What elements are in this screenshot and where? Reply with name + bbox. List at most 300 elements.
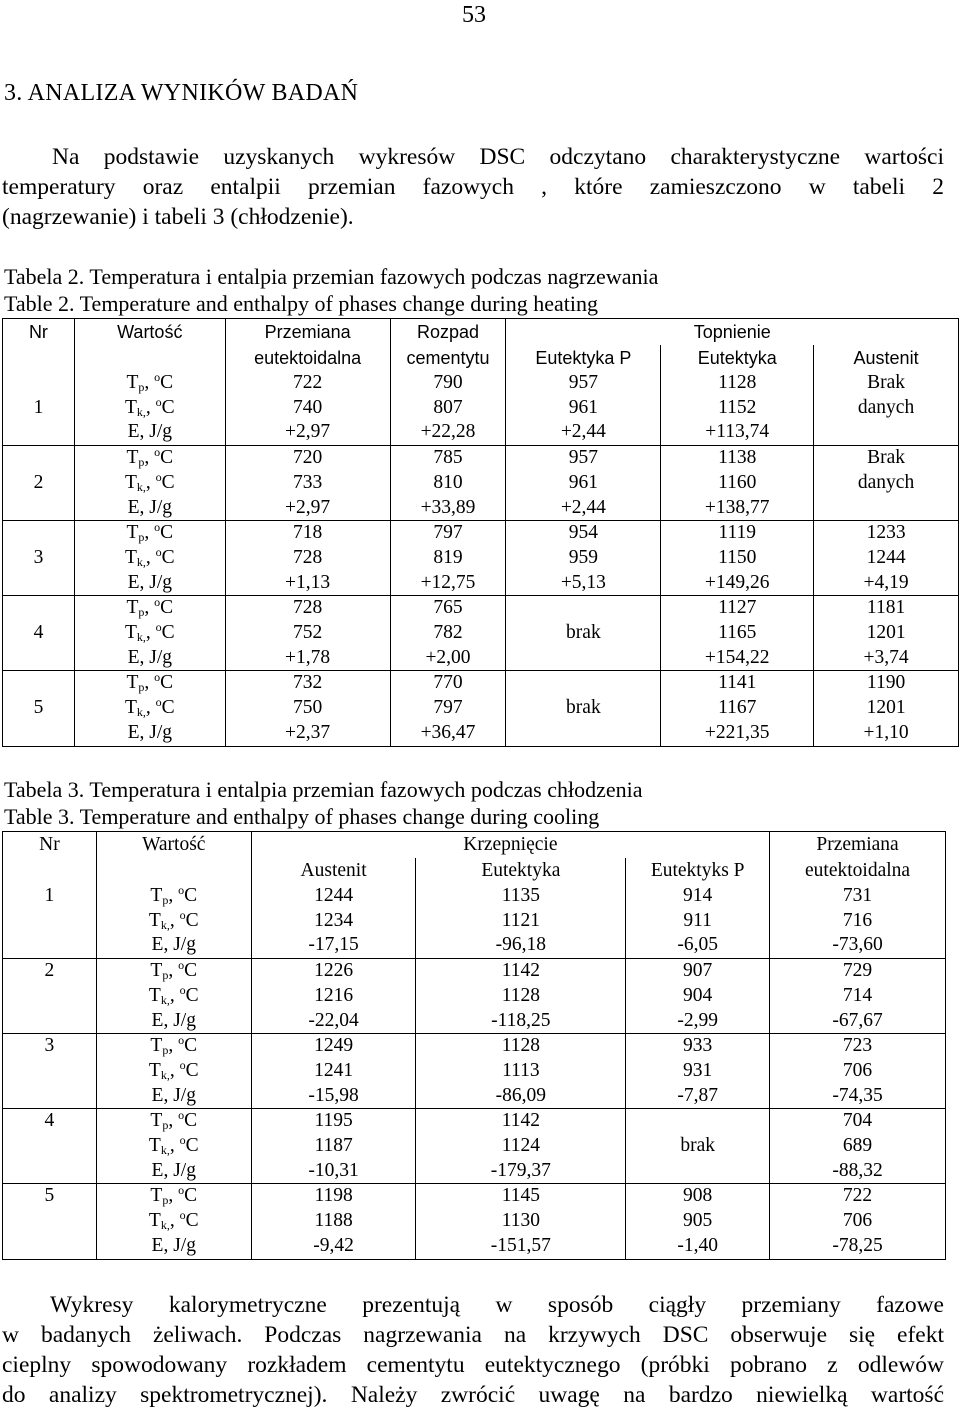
cell-value: 770 bbox=[433, 672, 463, 694]
cell-value: 957 bbox=[568, 447, 598, 469]
t2-header-eutektyka-p: Eutektyka P bbox=[506, 345, 661, 371]
t2-header-rozpad: Rozpad cementytu bbox=[390, 319, 506, 372]
cell-line bbox=[506, 420, 660, 445]
symbol-subscript: k, bbox=[160, 917, 170, 932]
cell-line bbox=[661, 546, 813, 571]
cell-value: 1141 bbox=[718, 672, 757, 694]
tp-label: $T_p$, $^o$C bbox=[126, 520, 174, 545]
degree-sign: o bbox=[155, 469, 162, 484]
cell-value: 1124 bbox=[501, 1135, 540, 1157]
cell-value: -151,57 bbox=[490, 1234, 551, 1256]
cell-value: -96,18 bbox=[495, 934, 547, 956]
symbol-subscript: p bbox=[138, 605, 145, 620]
cell-line bbox=[416, 933, 625, 958]
symbol-text: T bbox=[148, 1059, 161, 1081]
cell-value: 1187 bbox=[314, 1135, 353, 1157]
value-labels-cell bbox=[74, 596, 225, 671]
unit-text: C bbox=[161, 471, 175, 493]
t2-header-nr: Nr bbox=[3, 319, 75, 372]
tk-label: $T_{k,}$, $^o$C bbox=[124, 394, 175, 419]
cell-line bbox=[391, 621, 506, 646]
cell-line bbox=[391, 646, 506, 671]
symbol-text: T bbox=[124, 396, 137, 418]
eutektyka-p-cell bbox=[506, 596, 661, 671]
degree-sign: o bbox=[154, 520, 161, 535]
cell-value: brak bbox=[680, 1135, 715, 1157]
cell-value: 1226 bbox=[314, 960, 354, 982]
row-number bbox=[3, 671, 75, 746]
cell-line bbox=[770, 1209, 945, 1234]
cell-line bbox=[661, 621, 813, 646]
degree-sign: o bbox=[179, 1133, 186, 1148]
cell-line bbox=[626, 1109, 769, 1134]
przemiana-cell bbox=[225, 446, 390, 521]
degree-sign: o bbox=[154, 595, 161, 610]
e-label bbox=[75, 571, 225, 596]
cell-line bbox=[226, 696, 390, 721]
degree-sign: o bbox=[179, 907, 186, 922]
cell-value: 790 bbox=[433, 372, 463, 393]
cell-value: 720 bbox=[292, 447, 323, 469]
cell-value: -118,25 bbox=[491, 1009, 551, 1031]
t3-header-nr: Nr bbox=[3, 832, 97, 885]
cell-line bbox=[226, 396, 390, 421]
cell-line bbox=[252, 959, 416, 984]
cell-line bbox=[226, 496, 390, 521]
cell-value: 782 bbox=[433, 622, 463, 644]
austenit-cell bbox=[814, 521, 959, 596]
table3-caption-en: Table 3. Temperature and enthalpy of phases change during cooling bbox=[4, 804, 600, 829]
degree-sign: o bbox=[178, 883, 185, 897]
cell-line bbox=[626, 1009, 769, 1034]
cell-value: -179,37 bbox=[490, 1159, 551, 1181]
unit-text: C bbox=[160, 372, 174, 393]
cell-value: 933 bbox=[683, 1035, 713, 1057]
cell-value: 716 bbox=[842, 909, 873, 931]
rozpad-cell bbox=[390, 446, 506, 521]
cell-line bbox=[416, 1034, 625, 1059]
degree-sign: o bbox=[178, 958, 185, 973]
cell-value: 797 bbox=[433, 697, 463, 719]
eutektyka-p-cell bbox=[626, 1109, 770, 1184]
cell-line bbox=[770, 1159, 945, 1184]
intro-line: (nagrzewanie) i tabeli 3 (chłodzenie). bbox=[2, 204, 354, 230]
cell-value: 1142 bbox=[501, 960, 540, 982]
unit-text: C bbox=[184, 1185, 198, 1207]
cell-value: 961 bbox=[568, 471, 598, 493]
t2-header-austenit: Austenit bbox=[814, 345, 959, 371]
cell-value: 752 bbox=[292, 622, 323, 644]
eutektyka-p-cell bbox=[506, 371, 661, 446]
cell-value: 954 bbox=[568, 522, 598, 544]
cell-line bbox=[814, 721, 958, 746]
cell-line bbox=[416, 1234, 625, 1259]
cell-line bbox=[626, 884, 769, 909]
cell-line bbox=[626, 1059, 769, 1084]
row-number-text: 3 bbox=[44, 1035, 55, 1057]
cell-line bbox=[252, 909, 416, 934]
row-number-text: 2 bbox=[33, 471, 44, 493]
degree-sign: o bbox=[155, 544, 162, 559]
cell-line bbox=[416, 959, 625, 984]
symbol-subscript: k, bbox=[136, 554, 146, 569]
cell-line bbox=[814, 521, 958, 546]
cell-line bbox=[814, 496, 958, 521]
unit-text: C bbox=[185, 984, 199, 1006]
cell-line bbox=[252, 1034, 416, 1059]
przemiana-cell bbox=[770, 1109, 946, 1184]
degree-sign: o bbox=[178, 1033, 185, 1048]
cell-line bbox=[416, 1009, 625, 1034]
row-number-text: 4 bbox=[33, 622, 44, 644]
energy-label-text: E, J/g bbox=[127, 646, 172, 668]
symbol-text: T bbox=[150, 1035, 163, 1057]
cell-value: 728 bbox=[292, 546, 323, 568]
cell-value: +113,74 bbox=[705, 421, 770, 443]
cell-value: 1244 bbox=[314, 885, 354, 906]
cell-line bbox=[391, 471, 506, 496]
tp-label: $T_p$, $^o$C bbox=[150, 1183, 198, 1208]
symbol-text: T bbox=[124, 622, 137, 644]
cell-value: 957 bbox=[568, 372, 598, 393]
cell-line bbox=[770, 1134, 945, 1159]
cell-value: 1160 bbox=[718, 471, 757, 493]
cell-value: 931 bbox=[683, 1059, 713, 1081]
cell-line bbox=[506, 446, 660, 471]
cell-line bbox=[661, 571, 813, 596]
unit-text: C bbox=[161, 546, 175, 568]
cell-line bbox=[770, 959, 945, 984]
cell-line bbox=[226, 446, 390, 471]
symbol-subscript: k, bbox=[160, 1143, 170, 1158]
cell-line bbox=[252, 1109, 416, 1134]
cell-line bbox=[391, 446, 506, 471]
unit-text: C bbox=[160, 447, 174, 469]
cell-line bbox=[814, 396, 958, 421]
cell-value: 1188 bbox=[314, 1210, 353, 1232]
row-number-text: 1 bbox=[44, 885, 55, 906]
eutektyka-p-cell bbox=[506, 521, 661, 596]
cell-line bbox=[661, 721, 813, 746]
cell-line bbox=[506, 496, 660, 521]
closing-line: w badanych żeliwach. Podczas nagrzewania na krzywych DSC obserwuje się efekt bbox=[2, 1322, 944, 1348]
cell-value: 750 bbox=[292, 697, 323, 719]
symbol-subscript: p bbox=[162, 1193, 169, 1208]
cell-line bbox=[506, 696, 660, 721]
cell-line bbox=[661, 646, 813, 671]
degree-sign: o bbox=[155, 394, 162, 409]
przemiana-cell bbox=[770, 1034, 946, 1109]
cell-line bbox=[506, 646, 660, 671]
tp-label: $T_p$, $^o$C bbox=[150, 1033, 198, 1058]
cell-line bbox=[416, 1209, 625, 1234]
row-number bbox=[3, 446, 75, 521]
unit-text: C bbox=[184, 1035, 198, 1057]
symbol-subscript: k, bbox=[160, 1067, 170, 1082]
cell-value: 1138 bbox=[718, 447, 757, 469]
row-number-text: 4 bbox=[44, 1110, 55, 1132]
energy-label-text: E, J/g bbox=[151, 934, 196, 956]
energy-label-text: E, J/g bbox=[151, 1084, 196, 1106]
intro-line: temperatury oraz entalpii przemian fazowych , które zamieszczono w tabeli 2 bbox=[2, 174, 944, 200]
table-row bbox=[3, 1184, 946, 1259]
tp-label: $T_p$, $^o$C bbox=[150, 883, 198, 907]
cell-line bbox=[661, 396, 813, 421]
t3-header-przemiana: Przemiana eutektoidalna bbox=[770, 832, 946, 885]
cell-line bbox=[391, 396, 506, 421]
cell-value: +2,00 bbox=[425, 646, 471, 668]
e-label bbox=[97, 1159, 251, 1184]
cell-value: 689 bbox=[842, 1135, 873, 1157]
cell-value: 1167 bbox=[718, 697, 757, 719]
tp-label: $T_p$, $^o$C bbox=[150, 1108, 198, 1133]
cell-line bbox=[770, 933, 945, 958]
tp-label: $T_p$, $^o$C bbox=[126, 670, 174, 695]
value-labels-cell bbox=[96, 884, 251, 959]
cell-value: 1244 bbox=[866, 546, 906, 568]
unit-text: C bbox=[184, 960, 198, 982]
cell-value: 722 bbox=[292, 372, 323, 393]
degree-sign: o bbox=[154, 445, 161, 460]
cell-value: -78,25 bbox=[832, 1234, 883, 1256]
cell-line bbox=[226, 420, 390, 445]
cell-value: 907 bbox=[683, 960, 713, 982]
cell-line bbox=[770, 1109, 945, 1134]
rozpad-cell bbox=[390, 671, 506, 746]
cell-line bbox=[391, 420, 506, 445]
cell-value: +33,89 bbox=[420, 496, 476, 518]
cell-line bbox=[770, 1009, 945, 1034]
symbol-subscript: k, bbox=[136, 479, 146, 494]
unit-text: C bbox=[161, 396, 175, 418]
eutektyka-p-cell bbox=[626, 959, 770, 1034]
table2-caption-en: Table 2. Temperature and enthalpy of phases change during heating bbox=[4, 291, 598, 316]
value-labels-cell bbox=[74, 446, 225, 521]
cell-line bbox=[226, 521, 390, 546]
symbol-text: T bbox=[148, 984, 161, 1006]
eutektyka-cell bbox=[416, 884, 626, 959]
t2-header-eutektyka: Eutektyka bbox=[661, 345, 814, 371]
cell-line bbox=[661, 446, 813, 471]
austenit-cell bbox=[814, 446, 959, 521]
przemiana-cell bbox=[770, 1184, 946, 1259]
cell-value: 706 bbox=[842, 1210, 873, 1232]
t2-header-topnienie: Topnienie bbox=[506, 319, 959, 346]
degree-sign: o bbox=[179, 1057, 186, 1072]
symbol-subscript: p bbox=[138, 530, 145, 545]
cell-line bbox=[814, 371, 958, 396]
cell-value: +2,44 bbox=[560, 496, 606, 518]
przemiana-cell bbox=[225, 521, 390, 596]
unit-text: C bbox=[161, 697, 175, 719]
symbol-subscript: p bbox=[162, 1043, 169, 1058]
unit-text: C bbox=[185, 1210, 199, 1232]
table-row bbox=[3, 671, 959, 746]
eutektyka-cell bbox=[416, 959, 626, 1034]
row-number-text: 1 bbox=[33, 396, 44, 418]
cell-line bbox=[252, 1159, 416, 1184]
cell-line bbox=[770, 1059, 945, 1084]
cell-line bbox=[252, 884, 416, 909]
cell-line bbox=[661, 420, 813, 445]
cell-line bbox=[626, 1234, 769, 1259]
cell-value: danych bbox=[857, 471, 915, 493]
energy-label-text: E, J/g bbox=[151, 1234, 196, 1256]
row-number bbox=[3, 1184, 97, 1259]
austenit-cell bbox=[814, 596, 959, 671]
cell-line bbox=[661, 371, 813, 396]
cell-line bbox=[226, 371, 390, 396]
cell-value: 1181 bbox=[866, 597, 906, 619]
symbol-subscript: p bbox=[138, 380, 145, 394]
cell-line bbox=[252, 1009, 416, 1034]
austenit-cell bbox=[251, 1184, 416, 1259]
cell-line bbox=[226, 596, 390, 621]
cell-line bbox=[391, 521, 506, 546]
tk-label: $T_{k,}$, $^o$C bbox=[148, 1133, 199, 1158]
cell-line bbox=[626, 1184, 769, 1209]
t3-header-eutektyka-p: Eutektyks P bbox=[626, 858, 770, 884]
t3-header-krzepniecie: Krzepnięcie bbox=[251, 832, 769, 859]
cell-value: 1216 bbox=[314, 984, 354, 1006]
page-number: 53 bbox=[462, 2, 486, 28]
cell-value: 959 bbox=[568, 546, 598, 568]
tk-label: $T_{k,}$, $^o$C bbox=[124, 469, 175, 494]
eutektyka-p-cell bbox=[506, 671, 661, 746]
row-number-text: 5 bbox=[33, 697, 44, 719]
symbol-text: T bbox=[126, 372, 139, 393]
cell-line bbox=[626, 933, 769, 958]
cell-value: -73,60 bbox=[832, 934, 883, 956]
symbol-text: T bbox=[124, 546, 137, 568]
cell-line bbox=[506, 596, 660, 621]
table-row bbox=[3, 371, 959, 446]
tk-label: $T_{k,}$, $^o$C bbox=[124, 544, 175, 569]
cell-line bbox=[252, 984, 416, 1009]
cell-line bbox=[661, 471, 813, 496]
cell-value: 1119 bbox=[718, 522, 756, 544]
cell-value: -88,32 bbox=[832, 1159, 883, 1181]
cell-value: 729 bbox=[842, 960, 873, 982]
cell-line bbox=[814, 420, 958, 445]
cell-value: 1127 bbox=[718, 597, 757, 619]
cell-value: 1145 bbox=[501, 1185, 540, 1207]
cell-value: 1128 bbox=[501, 984, 540, 1006]
cell-line bbox=[506, 721, 660, 746]
cell-line bbox=[226, 646, 390, 671]
value-labels-cell bbox=[96, 1109, 251, 1184]
cell-value: brak bbox=[566, 622, 601, 644]
intro-line: Na podstawie uzyskanych wykresów DSC odczytano charakterystyczne wartości bbox=[52, 144, 944, 170]
cell-value: -86,09 bbox=[495, 1084, 547, 1106]
table2-caption-pl: Tabela 2. Temperatura i entalpia przemian fazowych podczas nagrzewania bbox=[4, 264, 659, 289]
symbol-text: T bbox=[124, 697, 137, 719]
table-row bbox=[3, 446, 959, 521]
cell-line bbox=[506, 571, 660, 596]
austenit-cell bbox=[814, 371, 959, 446]
cell-line bbox=[506, 471, 660, 496]
cell-value: +12,75 bbox=[420, 571, 476, 593]
symbol-text: T bbox=[126, 522, 139, 544]
cell-value: 819 bbox=[433, 546, 463, 568]
symbol-text: T bbox=[126, 597, 139, 619]
cell-line bbox=[814, 621, 958, 646]
cell-line bbox=[770, 984, 945, 1009]
cell-value: 1234 bbox=[314, 909, 354, 931]
cell-value: +221,35 bbox=[704, 721, 770, 743]
cell-value: 706 bbox=[842, 1059, 873, 1081]
cell-line bbox=[814, 446, 958, 471]
cell-value: 1190 bbox=[866, 672, 906, 694]
cell-value: -6,05 bbox=[677, 934, 718, 956]
degree-sign: o bbox=[154, 670, 161, 685]
cell-line bbox=[506, 371, 660, 396]
cell-line bbox=[226, 571, 390, 596]
eutektyka-cell bbox=[661, 371, 814, 446]
przemiana-cell bbox=[225, 671, 390, 746]
symbol-text: T bbox=[150, 1185, 163, 1207]
cell-value: 961 bbox=[568, 396, 598, 418]
cell-value: -9,42 bbox=[313, 1234, 354, 1256]
cell-value: 797 bbox=[433, 522, 463, 544]
row-number bbox=[3, 1109, 97, 1184]
symbol-text: T bbox=[126, 672, 139, 694]
energy-label-text: E, J/g bbox=[127, 571, 172, 593]
cell-value: +36,47 bbox=[420, 721, 476, 743]
cell-value: -74,35 bbox=[832, 1084, 883, 1106]
cell-line bbox=[770, 1034, 945, 1059]
cell-line bbox=[661, 696, 813, 721]
eutektyka-p-cell bbox=[626, 1184, 770, 1259]
cell-value: 1130 bbox=[501, 1210, 540, 1232]
cell-value: 914 bbox=[683, 885, 713, 906]
row-number bbox=[3, 596, 75, 671]
eutektyka-p-cell bbox=[626, 884, 770, 959]
cell-value: 1198 bbox=[314, 1185, 353, 1207]
cell-line bbox=[770, 1084, 945, 1109]
row-number bbox=[3, 1034, 97, 1109]
cell-line bbox=[770, 1184, 945, 1209]
cell-line bbox=[226, 671, 390, 696]
tk-label: $T_{k,}$, $^o$C bbox=[124, 620, 175, 645]
t2-header-value: Wartość bbox=[74, 319, 225, 372]
e-label bbox=[75, 721, 225, 746]
degree-sign: o bbox=[154, 370, 161, 384]
eutektyka-p-cell bbox=[506, 446, 661, 521]
cell-value: 1201 bbox=[866, 697, 906, 719]
cell-value: Brak bbox=[867, 447, 906, 469]
cell-line bbox=[814, 546, 958, 571]
tk-label: $T_{k,}$, $^o$C bbox=[148, 1057, 199, 1082]
cell-line bbox=[416, 1109, 625, 1134]
unit-text: C bbox=[185, 1059, 199, 1081]
cell-value: -17,15 bbox=[308, 934, 359, 956]
cell-value: +2,44 bbox=[560, 421, 606, 443]
eutektyka-cell bbox=[416, 1109, 626, 1184]
cell-line bbox=[814, 471, 958, 496]
symbol-subscript: k, bbox=[136, 705, 146, 720]
cell-value: 1233 bbox=[866, 522, 906, 544]
t3-header-austenit: Austenit bbox=[251, 858, 416, 884]
cell-value: +138,77 bbox=[704, 496, 770, 518]
cell-value: 765 bbox=[433, 597, 463, 619]
eutektyka-cell bbox=[416, 1184, 626, 1259]
symbol-text: T bbox=[150, 885, 163, 906]
cell-value: 722 bbox=[842, 1185, 873, 1207]
unit-text: C bbox=[160, 522, 174, 544]
table-row bbox=[3, 596, 959, 671]
cell-line bbox=[416, 1059, 625, 1084]
